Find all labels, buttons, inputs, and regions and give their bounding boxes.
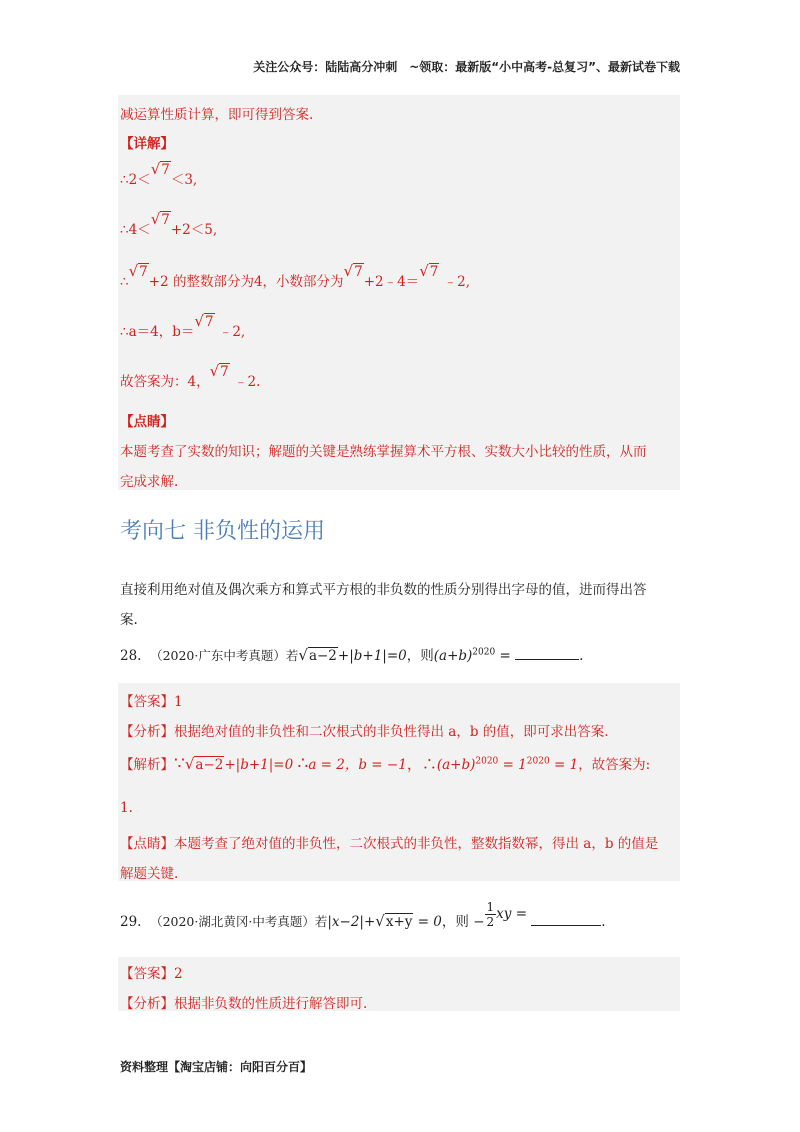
solution-step-3: ∴√7+2 的整数部分为4，小数部分为√7+2﹣4＝√7 ﹣2, [120, 262, 471, 290]
solution-box-27 [118, 95, 680, 490]
solution-28: 【解析】∵√a−2+|b+1|=0 ∴a = 2，b = −1，$\therefore(a+b)^{2020} = 1^{2020} = 1$，故答案为: [120, 754, 651, 774]
comment-line-2: 完成求解. [120, 474, 179, 490]
comment-28-line-1: 【点睛】本题考查了绝对值的非负性，二次根式的非负性，整数指数幂，得出 a，b 的值是 [120, 836, 659, 852]
detail-tag: 【详解】 [120, 136, 174, 152]
comment-tag: 【点睛】 [120, 414, 174, 430]
page-header: 关注公众号：陆陆高分冲刺 ~领取：最新版“小中高考-总复习”、最新试卷下载 [253, 60, 680, 74]
section-intro-2: 案. [120, 612, 138, 628]
question-number: 29. [120, 914, 142, 930]
solution-step-2: ∴4＜√7+2＜5, [120, 210, 218, 238]
answer-blank [531, 913, 601, 926]
solution-28-answer: 1. [120, 800, 133, 816]
question-29: 29. （2020·湖北黄冈·中考真题）若|x−2|+√x+y = 0，则 − $\frac{1}{2}$ xy = . [120, 900, 606, 930]
answer-28: 【答案】1 [120, 694, 183, 710]
question-number: 28. [120, 648, 142, 664]
section-title: 考向七 非负性的运用 [120, 519, 325, 544]
section-intro-1: 直接利用绝对值及偶次乘方和算式平方根的非负数的性质分别得出字母的值，进而得出答 [120, 582, 647, 598]
analysis-28: 【分析】根据绝对值的非负性和二次根式的非负性得出 a，b 的值，即可求出答案. [120, 724, 609, 740]
solution-step-1: ∴2＜√7＜3, [120, 160, 198, 188]
analysis-29: 【分析】根据非负数的性质进行解答即可. [120, 996, 368, 1012]
solution-step-5: 故答案为：4，√7 ﹣2. [120, 362, 261, 390]
comment-28-line-2: 解题关键. [120, 866, 179, 882]
solution-text-line: 减运算性质计算，即可得到答案. [120, 107, 314, 123]
page-footer: 资料整理【淘宝店铺：向阳百分百】 [120, 1060, 313, 1074]
question-28: 28. （2020·广东中考真题）若√a−2+|b+1|=0，则$(a+b)^{2020}$ = . [120, 646, 584, 664]
comment-line-1: 本题考查了实数的知识；解题的关键是熟练掌握算术平方根、实数大小比较的性质，从而 [120, 444, 647, 460]
solution-step-4: ∴a＝4，b＝√7 ﹣2, [120, 312, 246, 340]
answer-blank [515, 647, 579, 660]
answer-29: 【答案】2 [120, 966, 183, 982]
